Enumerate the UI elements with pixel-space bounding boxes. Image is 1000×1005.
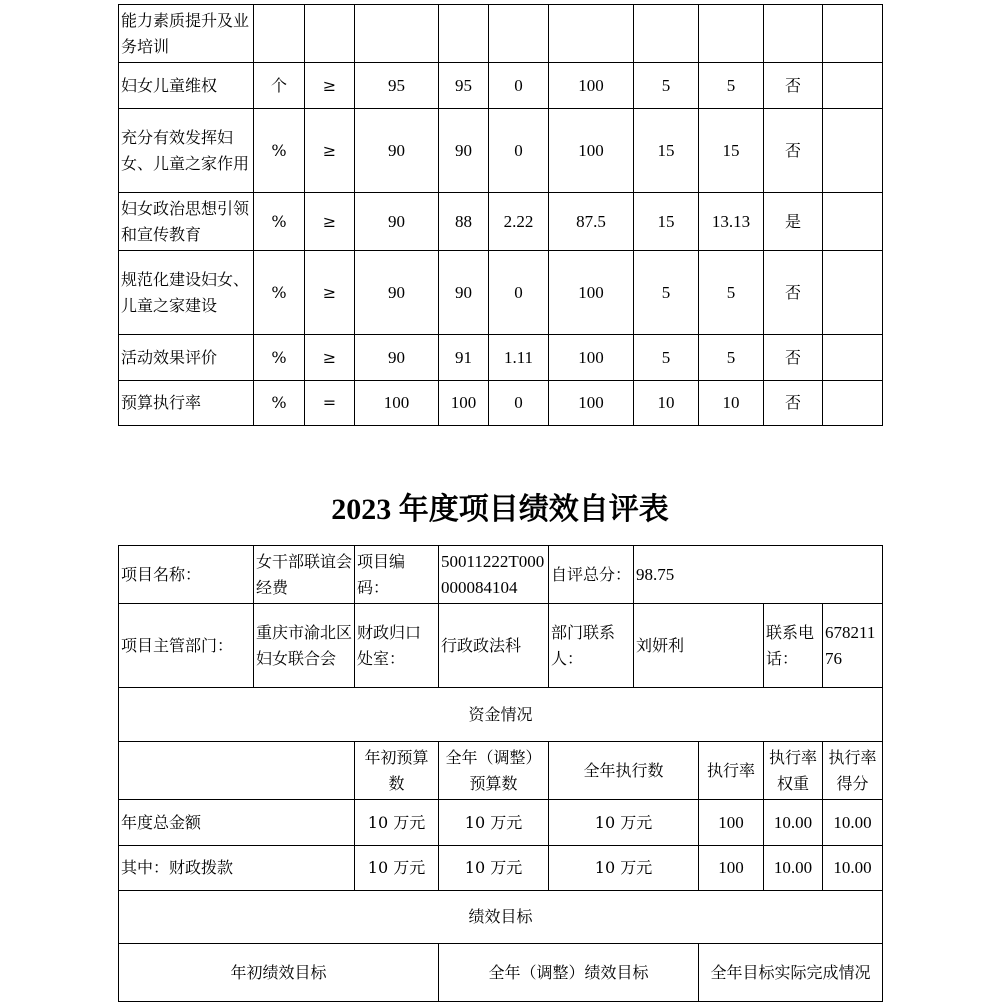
funds-score: 10.00 — [823, 846, 883, 891]
weight: 5 — [634, 63, 699, 109]
remark-cell — [823, 5, 883, 63]
score — [699, 5, 764, 63]
evaluation-table — [118, 545, 883, 1002]
finance-office-value: 行政政法科 — [439, 604, 549, 688]
unit: % — [254, 251, 305, 335]
remark-cell — [823, 109, 883, 193]
remark-cell — [823, 381, 883, 426]
self-score-value: 98.75 — [634, 546, 883, 604]
weight: 5 — [634, 335, 699, 381]
deviation: 2.22 — [489, 193, 549, 251]
indicator-name: 充分有效发挥妇女、儿童之家作用 — [119, 109, 254, 193]
funds-executed: 10 万元 — [549, 800, 699, 846]
deviation: 0 — [489, 251, 549, 335]
project-code-label: 项目编码： — [355, 546, 439, 604]
table-row — [119, 5, 883, 63]
goals-header-row — [119, 944, 883, 1002]
deviation: 0 — [489, 63, 549, 109]
target-value: 90 — [355, 251, 439, 335]
deviation-flag: 否 — [764, 335, 823, 381]
target-value: 90 — [355, 109, 439, 193]
actual-value: 90 — [439, 109, 489, 193]
funds-header-adjusted: 全年（调整）预算数 — [439, 742, 549, 800]
target-value: 100 — [355, 381, 439, 426]
funds-initial: 10 万元 — [355, 846, 439, 891]
goals-header-actual: 全年目标实际完成情况 — [699, 944, 883, 1002]
actual-value: 91 — [439, 335, 489, 381]
deviation: 0 — [489, 381, 549, 426]
funds-section-title: 资金情况 — [119, 688, 883, 742]
funds-header-row — [119, 742, 883, 800]
unit — [254, 5, 305, 63]
deviation-flag: 否 — [764, 381, 823, 426]
goals-section-title: 绩效目标 — [119, 891, 883, 944]
completion-rate — [549, 5, 634, 63]
funds-rate: 100 — [699, 846, 764, 891]
operator: = — [305, 381, 355, 426]
funds-rate: 100 — [699, 800, 764, 846]
funds-executed: 10 万元 — [549, 846, 699, 891]
target-value — [355, 5, 439, 63]
completion-rate: 87.5 — [549, 193, 634, 251]
funds-header-initial: 年初预算数 — [355, 742, 439, 800]
completion-rate: 100 — [549, 381, 634, 426]
actual-value: 90 — [439, 251, 489, 335]
funds-weight: 10.00 — [764, 800, 823, 846]
score: 13.13 — [699, 193, 764, 251]
weight — [634, 5, 699, 63]
remark-cell — [823, 63, 883, 109]
remark-cell — [823, 251, 883, 335]
funds-total-row — [119, 800, 883, 846]
table-row — [119, 251, 883, 335]
funds-score: 10.00 — [823, 800, 883, 846]
funds-section-row — [119, 688, 883, 742]
score: 5 — [699, 335, 764, 381]
unit: 个 — [254, 63, 305, 109]
goals-header-adjusted: 全年（调整）绩效目标 — [439, 944, 699, 1002]
deviation — [489, 5, 549, 63]
indicator-table — [118, 4, 883, 426]
deviation-flag: 是 — [764, 193, 823, 251]
funds-initial: 10 万元 — [355, 800, 439, 846]
contact-value: 刘妍利 — [634, 604, 764, 688]
self-score-label: 自评总分： — [549, 546, 634, 604]
score: 10 — [699, 381, 764, 426]
target-value: 90 — [355, 193, 439, 251]
weight: 15 — [634, 109, 699, 193]
unit: % — [254, 335, 305, 381]
funds-header-executed: 全年执行数 — [549, 742, 699, 800]
completion-rate: 100 — [549, 251, 634, 335]
finance-office-label: 财政归口处室： — [355, 604, 439, 688]
funds-row-label: 其中：财政拨款 — [119, 846, 355, 891]
funds-adjusted: 10 万元 — [439, 846, 549, 891]
actual-value — [439, 5, 489, 63]
unit: % — [254, 109, 305, 193]
target-value: 90 — [355, 335, 439, 381]
dept-label: 项目主管部门： — [119, 604, 254, 688]
indicator-name: 妇女政治思想引领和宣传教育 — [119, 193, 254, 251]
weight: 15 — [634, 193, 699, 251]
indicator-name: 活动效果评价 — [119, 335, 254, 381]
indicator-table-body — [119, 5, 883, 426]
dept-value: 重庆市渝北区妇女联合会 — [254, 604, 355, 688]
remark-cell — [823, 335, 883, 381]
indicator-name: 规范化建设妇女、儿童之家建设 — [119, 251, 254, 335]
unit: % — [254, 193, 305, 251]
funds-fiscal-row — [119, 846, 883, 891]
table-row — [119, 63, 883, 109]
deviation: 1.11 — [489, 335, 549, 381]
goals-header-initial: 年初绩效目标 — [119, 944, 439, 1002]
funds-row-label: 年度总金额 — [119, 800, 355, 846]
table-row — [119, 193, 883, 251]
completion-rate: 100 — [549, 63, 634, 109]
score: 5 — [699, 63, 764, 109]
deviation-flag: 否 — [764, 109, 823, 193]
operator: ≥ — [305, 109, 355, 193]
actual-value: 100 — [439, 381, 489, 426]
project-name-value: 女干部联谊会经费 — [254, 546, 355, 604]
project-info-row — [119, 546, 883, 604]
indicator-name: 能力素质提升及业务培训 — [119, 5, 254, 63]
funds-header-score: 执行率得分 — [823, 742, 883, 800]
actual-value: 88 — [439, 193, 489, 251]
page-title: 2023 年度项目绩效自评表 — [331, 493, 669, 526]
contact-label: 部门联系人： — [549, 604, 634, 688]
funds-adjusted: 10 万元 — [439, 800, 549, 846]
deviation: 0 — [489, 109, 549, 193]
operator: ≥ — [305, 63, 355, 109]
table-row — [119, 381, 883, 426]
actual-value: 95 — [439, 63, 489, 109]
project-code-value: 50011222T000000084104 — [439, 546, 549, 604]
target-value: 95 — [355, 63, 439, 109]
operator — [305, 5, 355, 63]
funds-header-blank — [119, 742, 355, 800]
phone-label: 联系电话： — [764, 604, 823, 688]
department-info-row — [119, 604, 883, 688]
weight: 5 — [634, 251, 699, 335]
table-row — [119, 109, 883, 193]
operator: ≥ — [305, 193, 355, 251]
funds-header-weight: 执行率权重 — [764, 742, 823, 800]
indicator-name: 妇女儿童维权 — [119, 63, 254, 109]
project-name-label: 项目名称： — [119, 546, 254, 604]
goals-section-row — [119, 891, 883, 944]
operator: ≥ — [305, 251, 355, 335]
operator: ≥ — [305, 335, 355, 381]
score: 5 — [699, 251, 764, 335]
funds-header-rate: 执行率 — [699, 742, 764, 800]
deviation-flag: 否 — [764, 251, 823, 335]
funds-weight: 10.00 — [764, 846, 823, 891]
table-row — [119, 335, 883, 381]
deviation-flag: 否 — [764, 63, 823, 109]
phone-value: 67821176 — [823, 604, 883, 688]
completion-rate: 100 — [549, 335, 634, 381]
deviation-flag — [764, 5, 823, 63]
weight: 10 — [634, 381, 699, 426]
indicator-name: 预算执行率 — [119, 381, 254, 426]
score: 15 — [699, 109, 764, 193]
unit: % — [254, 381, 305, 426]
completion-rate: 100 — [549, 109, 634, 193]
remark-cell — [823, 193, 883, 251]
